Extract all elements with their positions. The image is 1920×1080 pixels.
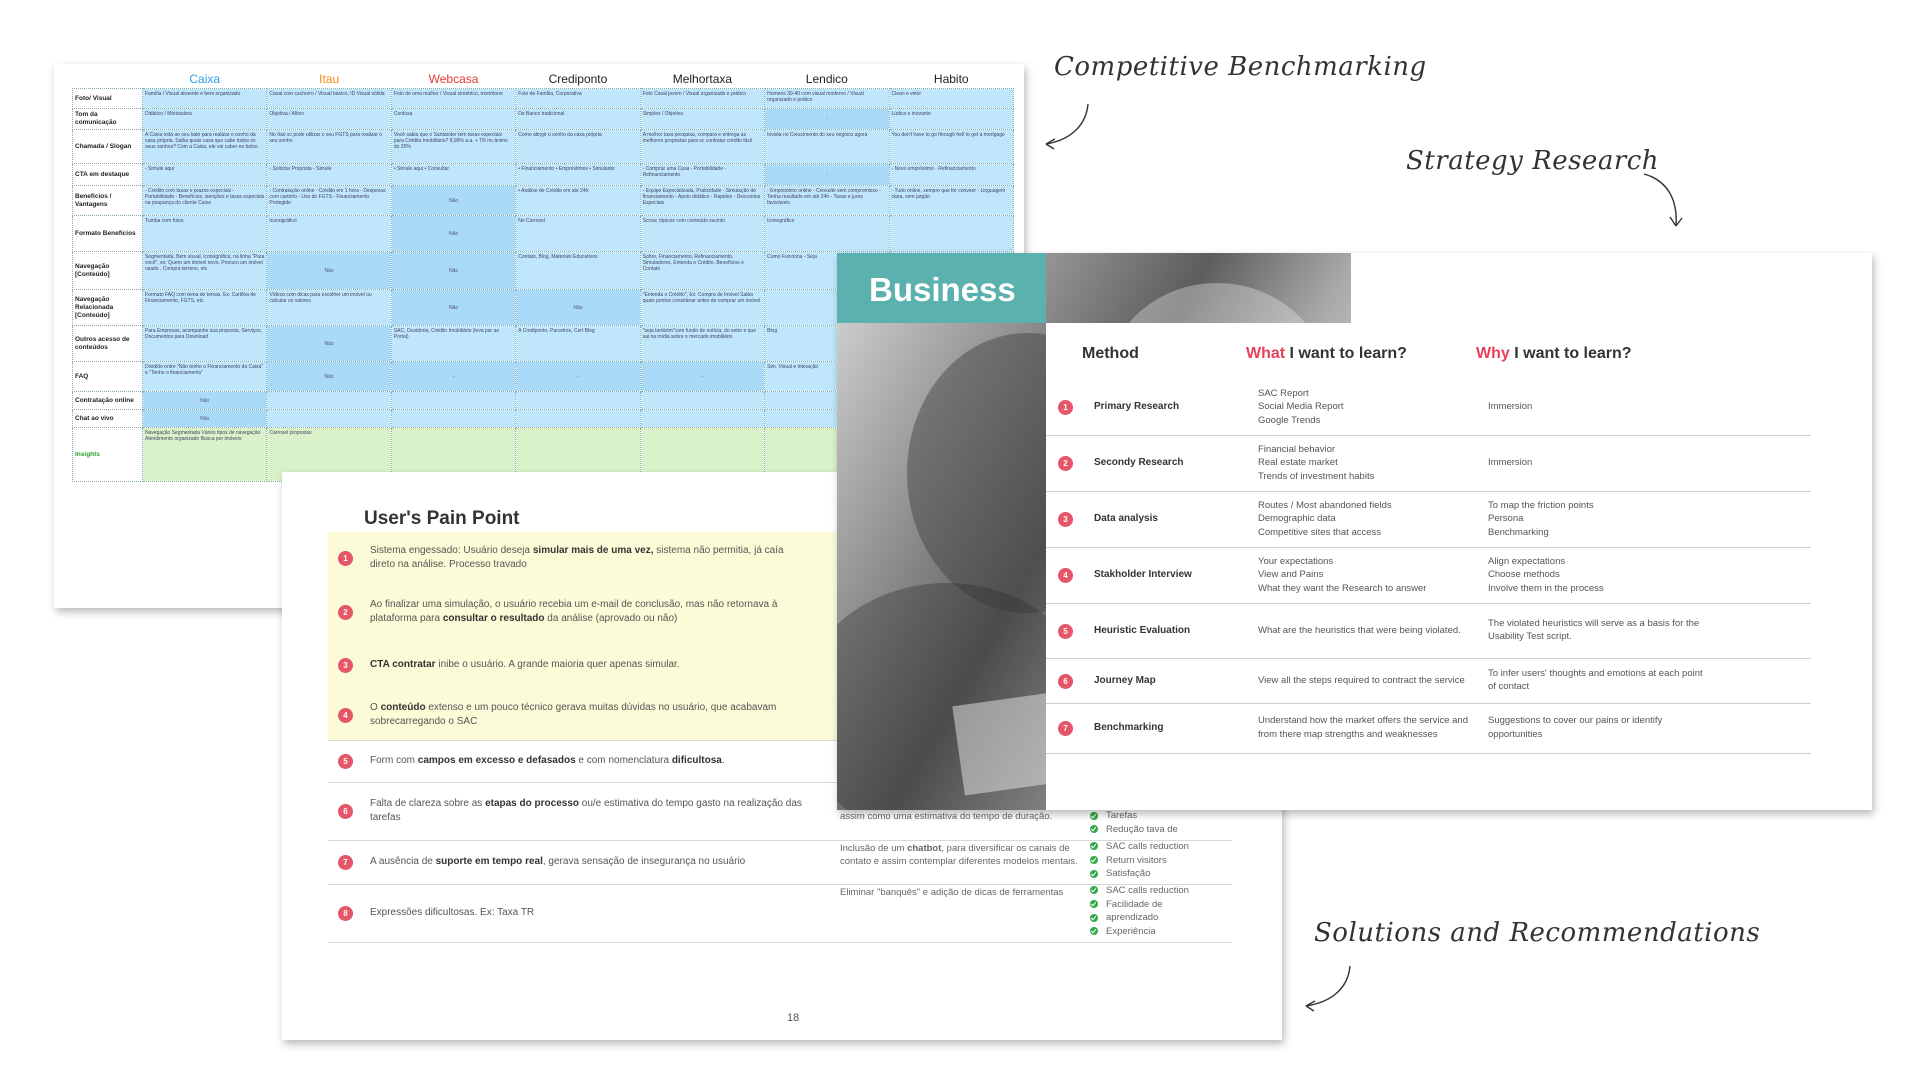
number-badge: 4 (1058, 568, 1073, 583)
column-header: Itau (319, 72, 340, 86)
metric-item: SAC calls reduction (1090, 840, 1230, 854)
table-cell: Não (143, 410, 267, 428)
what-text: Financial behavior Real estate market Trends of investment habits (1258, 443, 1375, 482)
annotation-solutions-recommendations: Solutions and Recommendations (1314, 918, 1761, 948)
metric-item: Satisfação (1090, 867, 1230, 881)
table-cell (640, 392, 764, 410)
corner-cell (73, 70, 143, 89)
solution-text: Eliminar "banquês" e adição de dicas de ferramentas (840, 887, 1064, 898)
method-row (1046, 547, 1811, 604)
table-cell (391, 410, 515, 428)
arrow-icon (1640, 170, 1690, 232)
table-cell: Segmentada, Bem visual, iconográfica, na linha "Para você", ex: Quero um imóvel novo, Procuro um imóvel usado , Compra terreno, etc (143, 252, 267, 290)
table-cell: Foto de Família, Corporativa (516, 89, 640, 109)
pain-point-text: Form com campos em excesso e defasados e com nomenclatura dificultosa. (370, 755, 725, 766)
table-cell: Iconográfico (765, 216, 889, 252)
check-icon (1090, 927, 1098, 935)
table-cell: Não (143, 392, 267, 410)
table-cell: Não (267, 252, 391, 290)
table-cell: - (391, 362, 515, 392)
table-cell: - (640, 362, 764, 392)
table-cell: • Financiamento • Empréstimos • Simulador (516, 164, 640, 186)
table-cell: "Entenda o Crédito", Ex: Compra de Imóvel Saiba quais pontos considerar antes de comprar um imóvel (640, 290, 764, 326)
table-cell: Homens 30-40 com visual moderno / Visual organizado e prático (765, 89, 889, 109)
table-cell: Foto de uma mulher / Visual simétrico, monótono (391, 89, 515, 109)
table-cell: Sobre, Financiamento, Refinanciamento, Simuladores, Entenda o Crédito, Benefícios e Contato (640, 252, 764, 290)
column-header: Lendico (805, 72, 848, 86)
metric-item: Redução tava de (1090, 823, 1230, 837)
method-name: Journey Map (1094, 674, 1156, 686)
table-cell: Você sabia que o Santander tem taxas especiais para Crédito Imobiliário? 8,99% a.a. + TR no ânimo do 35% (391, 130, 515, 164)
what-text: What are the heuristics that were being violated. (1258, 624, 1461, 636)
table-cell: Como Funciona - Seja (765, 252, 889, 290)
table-row (73, 109, 1014, 130)
row-label: Foto/ Visual (73, 89, 143, 109)
table-cell: Dividido entre "Não tenho o Financiamento da Caixa" e "Tenho o financiamento" (143, 362, 267, 392)
table-cell: A Caixa está ao seu lado para realizar o sonho da casa própria. Saiba quais casa que cabe todos os seus sonhos? Com a Caixa, ele vai caber no bolso. (143, 130, 267, 164)
metrics-list (1090, 840, 1230, 881)
pain-point-text: Sistema engessado: Usuário deseja simular mais de uma vez, sistema não permitia, já caía direto na análise. Processo travado (370, 545, 784, 570)
method-name: Stakholder Interview (1094, 569, 1192, 580)
method-name: Heuristic Evaluation (1094, 624, 1191, 636)
number-badge: 8 (338, 906, 353, 921)
number-badge: 7 (1058, 721, 1073, 736)
pain-point-text: A ausência de suporte em tempo real, gerava sensação de insegurança no usuário (370, 856, 746, 867)
metric-item: aprendizado (1090, 911, 1230, 925)
pain-point-text: CTA contratar inibe o usuário. A grande maioria quer apenas simular. (370, 659, 680, 670)
pain-point-text: Expressões dificultosas. Ex: Taxa TR (370, 907, 535, 918)
table-cell: - Simule aqui (143, 164, 267, 186)
table-cell (391, 392, 515, 410)
table-row (73, 89, 1014, 109)
metrics-list (1090, 884, 1230, 938)
table-cell: Não (391, 290, 515, 326)
pain-point-text: Falta de clareza sobre as etapas do processo ou/e estimativa do tempo gasto na realização das tarefas (370, 798, 802, 823)
check-icon (1090, 870, 1098, 878)
table-cell: Lúdico e inovante (889, 109, 1013, 130)
why-text: The violated heuristics will serve as a basis for the Usability Test script. (1488, 617, 1700, 643)
column-header: Webcasa (428, 72, 479, 86)
number-badge: 7 (338, 855, 353, 870)
table-row (73, 164, 1014, 186)
table-cell: - Empréstimo online - Consulte sem compromisso - Tenha resultado em até 24h - Taxas e juros favoráveis (765, 186, 889, 216)
method-row (1046, 703, 1811, 754)
table-cell: Tumba com fotos (143, 216, 267, 252)
table-cell: • Simule aqui • Consultar (391, 164, 515, 186)
check-icon (1090, 856, 1098, 864)
number-badge: 5 (1058, 624, 1073, 639)
table-cell: Confusa (391, 109, 515, 130)
number-badge: 1 (1058, 400, 1073, 415)
row-label: Chat ao vivo (73, 410, 143, 428)
number-badge: 2 (338, 605, 353, 620)
number-badge: 3 (1058, 512, 1073, 527)
annotation-strategy-research: Strategy Research (1406, 146, 1660, 176)
table-cell: Não (391, 252, 515, 290)
arrow-icon (1298, 962, 1358, 1014)
method-header: Method (1082, 345, 1139, 362)
what-text: Your expectations View and Pains What they want the Research to answer (1258, 555, 1427, 594)
table-cell: Não (267, 362, 391, 392)
number-badge: 6 (338, 804, 353, 819)
check-icon (1090, 914, 1098, 922)
column-header: Habito (933, 72, 969, 86)
table-cell: Não (391, 186, 515, 216)
table-cell: - Solicitar Proposta - Simule (267, 164, 391, 186)
number-badge: 3 (338, 658, 353, 673)
table-cell (516, 410, 640, 428)
what-text: Routes / Most abandoned fields Demographic data Competitive sites that access (1258, 499, 1392, 538)
page-number: 18 (787, 1012, 800, 1024)
table-cell: - (516, 362, 640, 392)
table-cell: Formato FAQ com tema de temas. Ex. Cartilha de Financiamento, FGTS, etc. (143, 290, 267, 326)
table-cell: Carrosel propostas (267, 428, 391, 482)
why-text: Align expectations Choose methods Involve them in the process (1488, 555, 1604, 594)
method-name: Secondy Research (1094, 457, 1184, 468)
method-row (1046, 658, 1811, 704)
pain-point-row (328, 840, 1232, 885)
table-cell: - (765, 109, 889, 130)
row-label: Benefícios / Vantagens (73, 186, 143, 216)
metric-item: Tarefas (1090, 809, 1230, 823)
table-cell: Sim. Visual e interação (765, 362, 889, 392)
table-cell (640, 410, 764, 428)
table-cell: Família / Visual atraente e bem organizado (143, 89, 267, 109)
table-cell: - Novo empréstimo - Refinanciamento (889, 164, 1013, 186)
why-text: To infer users' thoughts and emotions at each point of contact (1488, 667, 1703, 693)
column-header: Crediponto (548, 72, 608, 86)
method-name: Primary Research (1094, 401, 1180, 412)
table-cell: Não (267, 326, 391, 362)
pain-point-row (328, 884, 1232, 943)
table-cell: Blog (765, 326, 889, 362)
row-label: Navegação [Conteúdo] (73, 252, 143, 290)
table-cell: Clean e velor (889, 89, 1013, 109)
table-cell: SAC, Ouvidoria, Crédito Imobiliário (leva par ao Portal) (391, 326, 515, 362)
number-badge: 1 (338, 551, 353, 566)
table-cell: Não (391, 216, 515, 252)
table-cell: Objetiva / Altivo (267, 109, 391, 130)
table-cell: - Tudo online, sempre que for conveer - Linguagem clara, sem jargão (889, 186, 1013, 216)
table-cell: Para Empresas, acompanhe sua proposta, Serviços, Documentos para Download (143, 326, 267, 362)
row-label: Insights (73, 428, 143, 482)
table-cell: Navegação Segmentada Vários tipos de navegação Atendimento organizado Busca por imóveis (143, 428, 267, 482)
what-text: Understand how the market offers the service and from there map strengths and weaknesses (1258, 715, 1468, 740)
table-cell: Contato, Blog, Materiais Educativos (516, 252, 640, 290)
table-cell: - Crédito com taxas e prazos especiais - Portabilidade - Benefícios, isenções e taxas especiais na poupança do cliente Caixa (143, 186, 267, 216)
check-icon (1090, 886, 1098, 894)
annotation-competitive-benchmarking: Competitive Benchmarking (1054, 52, 1427, 82)
method-panel (1046, 323, 1872, 810)
what-text: SAC Report Social Media Report Google Trends (1258, 387, 1344, 426)
method-name: Data analysis (1094, 513, 1158, 524)
table-cell (889, 216, 1013, 252)
metric-item: Return visitors (1090, 854, 1230, 868)
table-cell: No Carrosel (516, 216, 640, 252)
table-cell: Scrow, tópicos com conteúdo sucinto (640, 216, 764, 252)
solution-text: Inclusão de um chatbot, para diversificar os canais de contato e assim contemplar diferentes modelos mentais. (840, 843, 1078, 867)
table-cell: - Contratação online - Crédito em 1 hora - Despesas com cartório - Uso do FGTS - Financiamento Protegido (267, 186, 391, 216)
table-cell: - Equipe Especializada, Praticidade - Simulação de financiamento - Apoio didático - Rapidez - Descontos Especiais (640, 186, 764, 216)
row-label: FAQ (73, 362, 143, 392)
row-label: Chamada / Slogan (73, 130, 143, 164)
method-row (1046, 435, 1811, 492)
table-cell: Foto Casal jovem / Visual organizado e prático (640, 89, 764, 109)
business-tab (837, 253, 1046, 323)
column-header: Melhortaxa (672, 72, 733, 86)
table-cell: Como atingir o sonho da casa própria (516, 130, 640, 164)
table-cell: "seja também"com fundo de notícia, do setor e que sai na mídia sobre o mercado imobiliário (640, 326, 764, 362)
row-label: CTA em destaque (73, 164, 143, 186)
table-cell (267, 392, 391, 410)
metric-item: Experiência (1090, 925, 1230, 939)
table-cell: Iconográfico (267, 216, 391, 252)
table-row (73, 186, 1014, 216)
method-row (1046, 603, 1811, 659)
metric-item: Facilidade de (1090, 898, 1230, 912)
solution-text: assim como uma estimativa do tempo de duração. (840, 811, 1053, 822)
row-label: Outros acesso de conteúdos (73, 326, 143, 362)
table-cell: - (765, 164, 889, 186)
table-cell: Não (516, 290, 640, 326)
table-row (73, 130, 1014, 164)
check-icon (1090, 900, 1098, 908)
table-cell: Invista no Crescimento do seu negócio agora (765, 130, 889, 164)
number-badge: 6 (1058, 674, 1073, 689)
table-cell: No Itaú vc pode utilizar o seu FGTS para realizar o seu sonho (267, 130, 391, 164)
what-header: What I want to learn? (1246, 345, 1407, 362)
check-icon (1090, 842, 1098, 850)
why-text: Suggestions to cover our pains or identify opportunities (1488, 715, 1663, 740)
table-cell: De Banco tradicional (516, 109, 640, 130)
row-label: Formato Benefícios (73, 216, 143, 252)
table-row (73, 216, 1014, 252)
method-row (1046, 491, 1811, 548)
table-cell: Didático / Motivadora (143, 109, 267, 130)
method-row (1046, 379, 1811, 436)
pain-point-title: User's Pain Point (364, 508, 520, 529)
table-cell: You don't have to go through hell to get a mortgage (889, 130, 1013, 164)
why-text: Immersion (1488, 401, 1533, 413)
table-cell (516, 392, 640, 410)
pain-point-text: Ao finalizar uma simulação, o usuário recebia um e-mail de conclusão, mas não retornava à plataforma para consultar o resultado da análise (aprovado ou não) (370, 599, 778, 624)
table-cell: Simples / Objetiva (640, 109, 764, 130)
business-sheet (837, 253, 1872, 810)
number-badge: 4 (338, 708, 353, 723)
table-cell: Vídeos com dicas para escolher um imóvel ou calcular os valores (267, 290, 391, 326)
row-label: Tom da comunicação (73, 109, 143, 130)
why-header: Why I want to learn? (1476, 345, 1632, 362)
number-badge: 2 (1058, 456, 1073, 471)
method-name: Benchmarking (1094, 722, 1164, 733)
table-cell: Casal com cachorro / Visual básico, ID Visual sólida (267, 89, 391, 109)
why-text: To map the friction points Persona Benchmarking (1488, 499, 1594, 538)
row-label: Contratação online (73, 392, 143, 410)
why-text: Immersion (1488, 457, 1533, 469)
row-label: Navegação Relacionada [Conteúdo] (73, 290, 143, 326)
metric-item: SAC calls reduction (1090, 884, 1230, 898)
business-title: Business (869, 271, 1016, 308)
table-cell: A Crediponto, Parceiros, Cert Blog (516, 326, 640, 362)
check-icon (1090, 812, 1098, 820)
pain-point-text: O conteúdo extenso e um pouco técnico gerava muitas dúvidas no usuário, que acabavam sobrecarregando o SAC (370, 702, 777, 727)
number-badge: 5 (338, 754, 353, 769)
column-header: Caixa (189, 72, 221, 86)
table-cell (267, 410, 391, 428)
table-cell: A melhor taxa pesquisa, compara e entrega as melhores propostas para vc contratar crédito fácil (640, 130, 764, 164)
table-cell: - Comprar uma Casa - Portabilidade - Refinanciamento (640, 164, 764, 186)
arrow-icon (1038, 100, 1098, 152)
what-text: View all the steps required to contract the service (1258, 674, 1465, 686)
check-icon (1090, 825, 1098, 833)
table-cell: • Análise de Crédito em até 24h (516, 186, 640, 216)
